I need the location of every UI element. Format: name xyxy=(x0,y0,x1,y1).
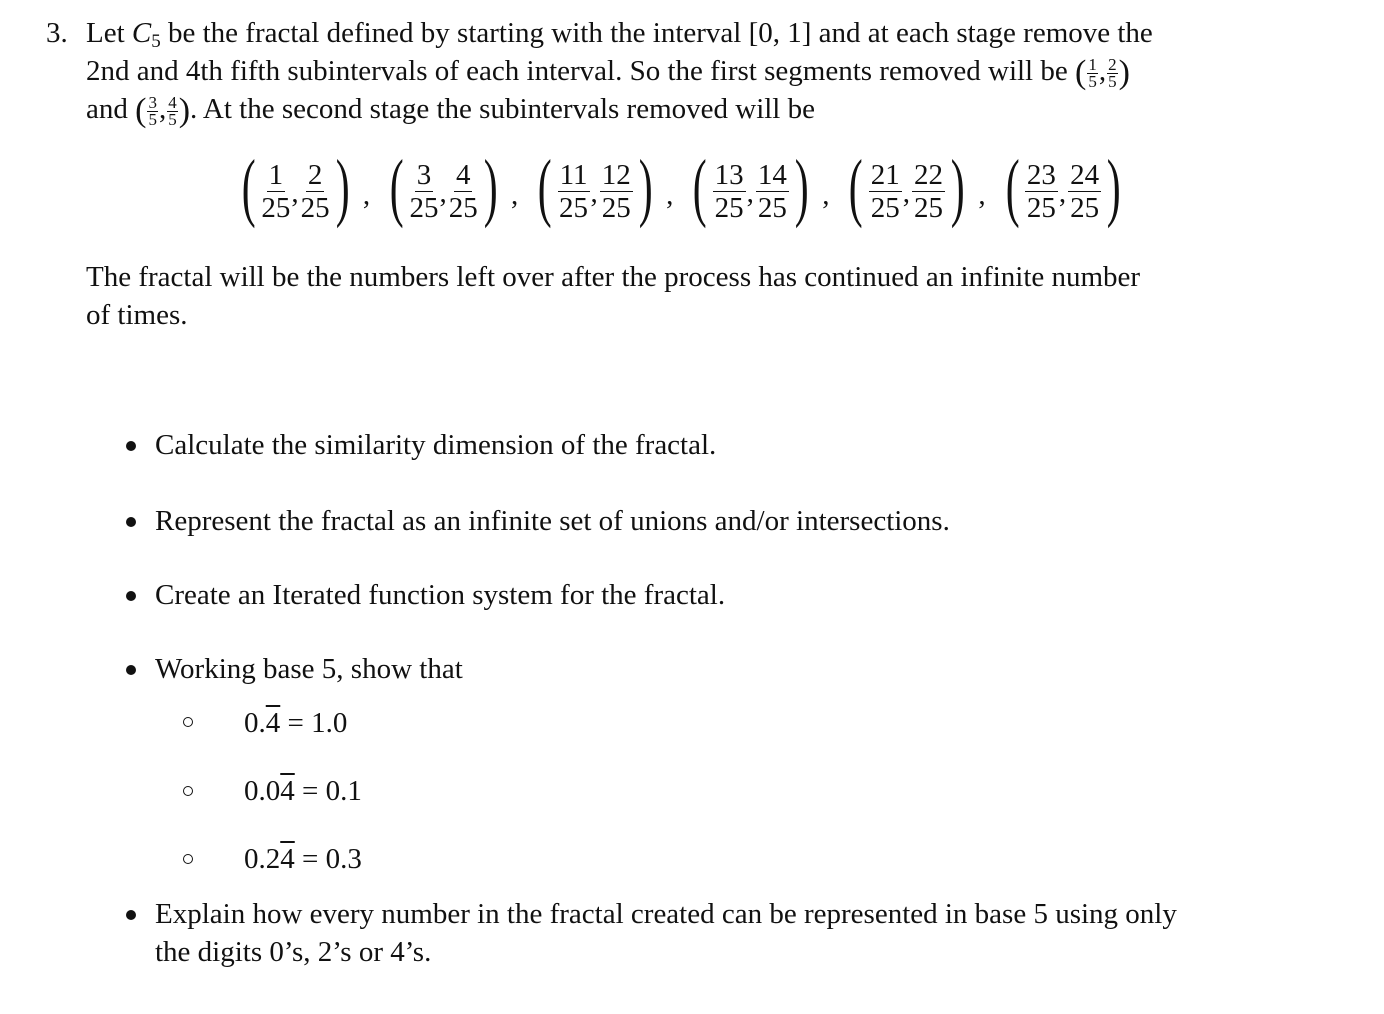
identity-2: 0.04 = 0.1 xyxy=(244,775,362,807)
sub-bullet-icon xyxy=(183,717,193,727)
bullet-icon xyxy=(126,441,136,451)
interval-pair: ( 21 25 , 22 25 ) xyxy=(849,145,965,229)
bullet-icon xyxy=(126,910,136,920)
second-stage-intervals: ( 1 25 , 2 25 ) , ( 3 25 , 4 25 ) , ( 11 25 , 12 25 ) , ( 13 25 , 14 25 ) , ( 21 25 , 22 25 ) , ( 23 25 , 24 25 ) xyxy=(236,146,1126,236)
task-explain-digits-line-1: Explain how every number in the fractal created can be represented in base 5 using only xyxy=(155,898,1177,930)
identity-1: 0.4 = 1.0 xyxy=(244,707,348,739)
sub-bullet-icon xyxy=(183,854,193,864)
task-ifs: Create an Iterated function system for the fractal. xyxy=(155,579,726,611)
interval-pair: ( 1 25 , 2 25 ) xyxy=(241,145,350,229)
bullet-icon xyxy=(126,517,136,527)
interval-pair: ( 23 25 , 24 25 ) xyxy=(1005,145,1121,229)
bullet-icon xyxy=(126,665,136,675)
sub-bullet-icon xyxy=(183,786,193,796)
fractal-symbol: C xyxy=(131,17,152,49)
intro-line-2: 2nd and 4th fifth subintervals of each interval. So the first segments removed will be ( $\frac{1}{5}$ , $\frac{2}{5}$ ) xyxy=(86,54,1130,91)
interval-pair: ( 3 25 , 4 25 ) xyxy=(389,145,498,229)
problem-number: 3. xyxy=(46,17,68,49)
intro-line-1: Let $C_5$ be the fractal defined by starting with the interval [0, 1] and at each stage remove the xyxy=(86,17,1153,52)
first-removed-interval-2: ( $\frac{3}{5}$ , $\frac{4}{5}$ ) xyxy=(135,92,191,129)
task-similarity-dimension: Calculate the similarity dimension of the fractal. xyxy=(155,429,717,461)
first-removed-interval-1: ( $\frac{1}{5}$ , $\frac{2}{5}$ ) xyxy=(1075,54,1130,91)
task-base5: Working base 5, show that xyxy=(155,653,463,685)
bullet-icon xyxy=(126,591,136,601)
identity-3: 0.24 = 0.3 xyxy=(244,843,362,875)
conclusion-line-2: of times. xyxy=(86,299,188,331)
interval-pair: ( 11 25 , 12 25 ) xyxy=(537,145,653,229)
interval-pair: ( 13 25 , 14 25 ) xyxy=(693,145,809,229)
conclusion-line-1: The fractal will be the numbers left over after the process has continued an infinite number xyxy=(86,261,1141,293)
intro-line-3: and ( $\frac{3}{5}$ , $\frac{4}{5}$ ). At the second stage the subintervals removed will be xyxy=(86,92,815,129)
task-unions-intersections: Represent the fractal as an infinite set of unions and/or intersections. xyxy=(155,505,950,537)
task-explain-digits-line-2: the digits 0’s, 2’s or 4’s. xyxy=(155,936,432,968)
